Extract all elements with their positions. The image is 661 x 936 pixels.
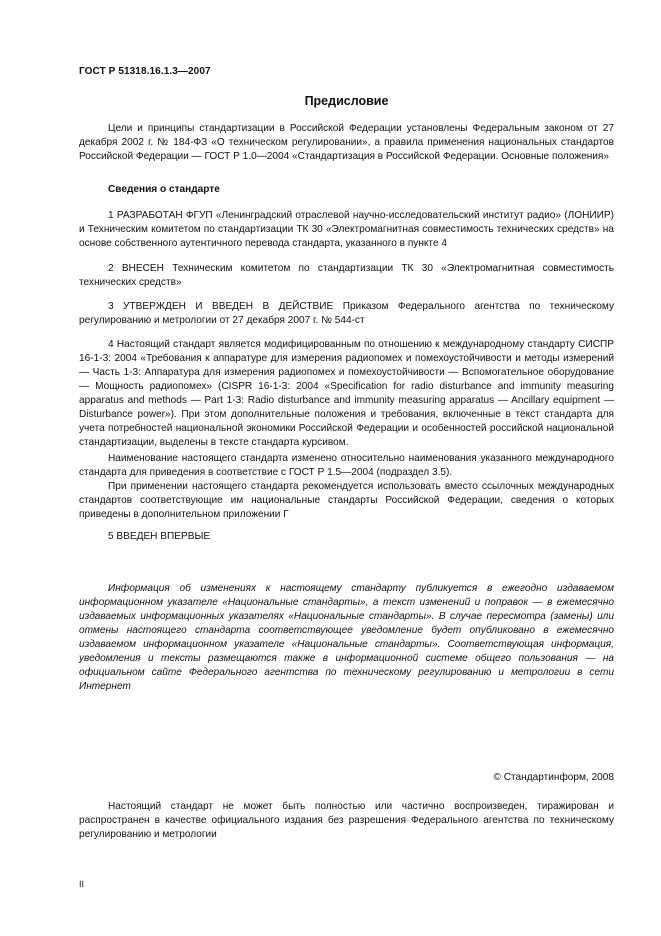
item-4-references-note: При применении настоящего стандарта рекомендуется использовать вместо ссылочных международных стандартов соответствующие им национальные стандарты Российской Федерации, сведения о которых приведены в дополнительном приложении Г: [79, 481, 614, 520]
item-5-introduced: 5 ВВЕДЕН ВПЕРВЫЕ: [108, 531, 211, 542]
document-code-header: ГОСТ Р 51318.16.1.3—2007: [79, 66, 211, 77]
item-4-modification: 4 Настоящий стандарт является модифицированным по отношению к международному стандарту СИСПР 16-1-3: 2004 «Требования к аппаратуре для измерения радиопомех и помехоустойчивости и методы измерений — Часть 1-3: Аппаратура для измерения радиопомех и помехоустойчивости — Вспомогательное оборудование — Мощность радиопомех» (CISPR 16-1-3: 2004 «Specification for radio disturbance and immunity measuring apparatus and methods — Part 1-3: Radio disturbance and immunity measuring apparatus — Ancillary equipment — Disturbance power»). При этом дополнительные положения и требования, включенные в текст стандарта для учета потребностей национальной экономики Российской Федерации и особенностей российской национальной стандартизации, выделены в тексте стандарта курсивом.: [79, 339, 614, 448]
item-3-approved: 3 УТВЕРЖДЕН И ВВЕДЕН В ДЕЙСТВИЕ Приказом Федерального агентства по техническому регулированию и метрологии от 27 декабря 2007 г. № 544-ст: [79, 301, 614, 326]
info-heading: Сведения о стандарте: [108, 184, 220, 195]
page-number: II: [79, 879, 85, 889]
item-4-naming-note: Наименование настоящего стандарта изменено относительно наименования указанного международного стандарта для приведения в соответствие с ГОСТ Р 1.5—2004 (подраздел 3.5).: [79, 453, 614, 478]
page-title: Предисловие: [304, 94, 389, 108]
copyright-line: © Стандартинформ, 2008: [493, 772, 614, 783]
reproduction-notice: Настоящий стандарт не может быть полностью или частично воспроизведен, тиражирован и распространен в качестве официального издания без разрешения Федерального агентства по техническому регулированию и метрологии: [79, 801, 614, 840]
item-1-developed: 1 РАЗРАБОТАН ФГУП «Ленинградский отраслевой научно-исследовательский институт радио» (ЛОНИИР) и Техническим комитетом по стандартизации ТК 30 «Электромагнитная совместимость технических средств» на основе собственного аутентичного перевода стандарта, указанного в пункте 4: [79, 210, 614, 249]
amendments-notice: Информация об изменениях к настоящему стандарту публикуется в ежегодно издаваемом информационном указателе «Национальные стандарты», а текст изменений и поправок — в ежемесячно издаваемых информационных указателях «Национальные стандарты». В случае пересмотра (замены) или отмены настоящего стандарта соответствующее уведомление будет опубликовано в ежемесячно издаваемом информационном указателе «Национальные стандарты». Соответствующая информация, уведомления и тексты размещаются также в информационной системе общего пользования — на официальном сайте Федерального агентства по техническому регулированию и метрологии в сети Интернет: [79, 583, 614, 692]
item-2-submitted: 2 ВНЕСЕН Техническим комитетом по стандартизации ТК 30 «Электромагнитная совместимость технических средств»: [79, 263, 614, 288]
intro-paragraph: Цели и принципы стандартизации в Российской Федерации установлены Федеральным законом от 27 декабря 2002 г. № 184-ФЗ «О техническом регулировании», а правила применения национальных стандартов Российской Федерации — ГОСТ Р 1.0—2004 «Стандартизация в Российской Федерации. Основные положения»: [79, 123, 614, 162]
